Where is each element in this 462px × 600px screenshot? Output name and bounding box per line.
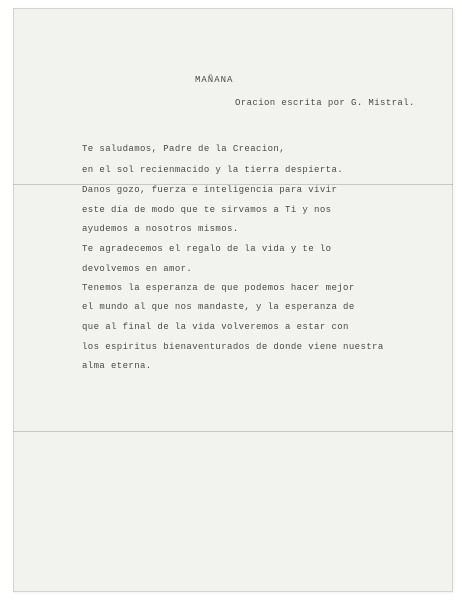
text-line: alma eterna. [82,361,152,371]
paper-sheet [13,8,453,592]
text-line: ayudemos a nosotros mismos. [82,224,239,234]
text-line: en el sol recienmacido y la tierra despierta. [82,165,344,175]
text-line: Te saludamos, Padre de la Creacion, [82,144,286,154]
text-line: Te agradecemos el regalo de la vida y te lo [82,244,332,254]
text-line: devolvemos en amor. [82,264,193,274]
fold-crease-lower [13,431,453,432]
text-line: este día de modo que te sirvamos a Ti y nos [82,205,332,215]
text-line: Tenemos la esperanza de que podemos hacer mejor [82,283,355,293]
text-line: el mundo al que nos mandaste, y la esperanza de [82,302,355,312]
text-line: los espiritus bienaventurados de donde viene nuestra [82,342,384,352]
text-line: Danos gozo, fuerza e inteligencia para vivir [82,185,338,195]
text-line: que al final de la vida volveremos a estar con [82,322,349,332]
document-title: MAÑANA [195,75,234,85]
document-byline: Oracion escrita por G. Mistral. [235,98,415,108]
